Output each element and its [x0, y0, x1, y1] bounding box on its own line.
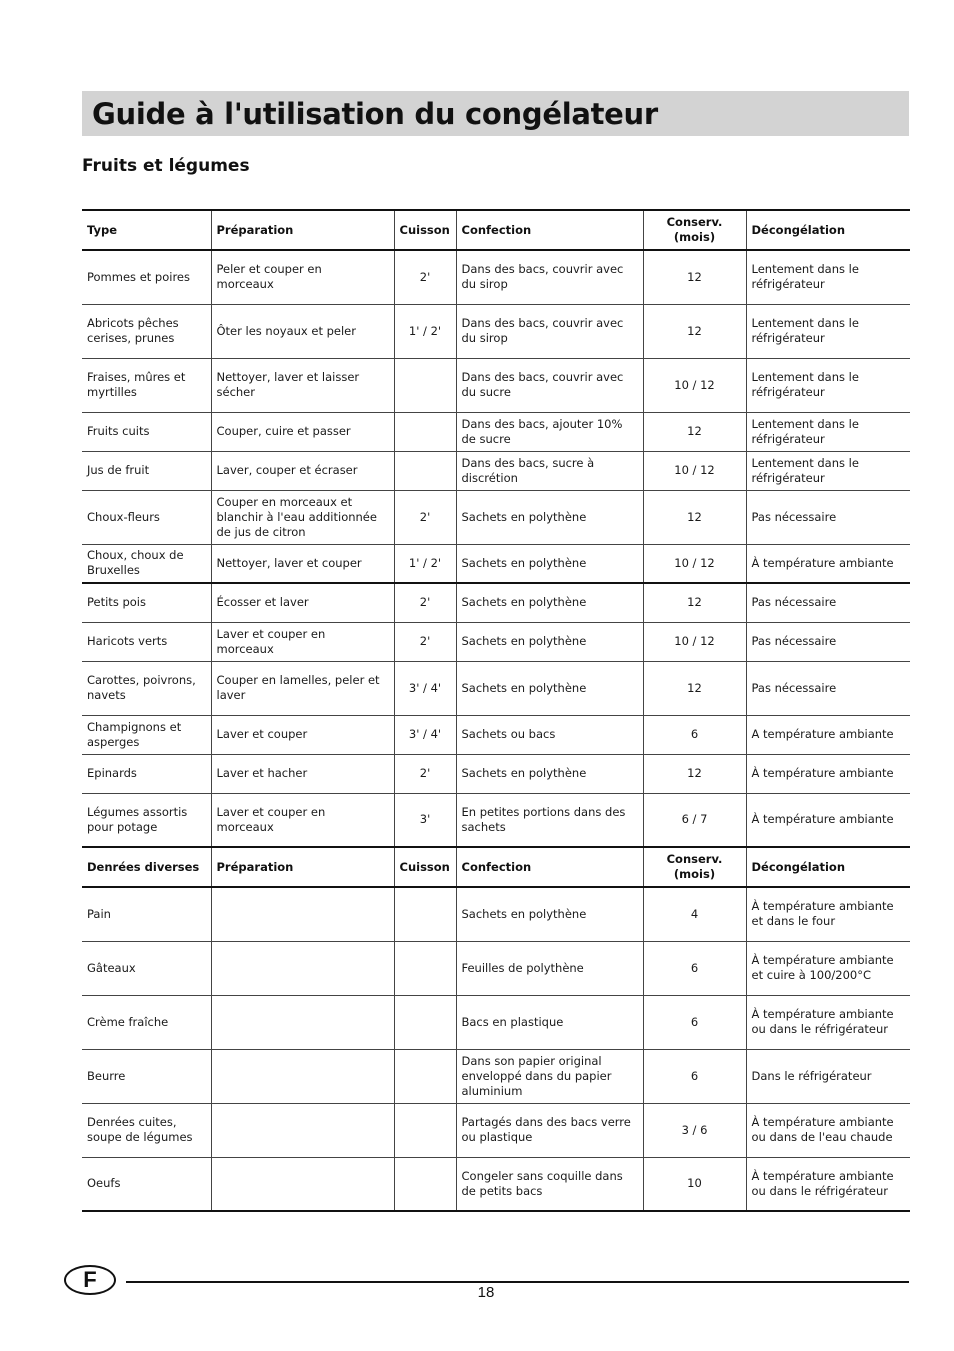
cell-decongelation: À température ambiante: [746, 544, 910, 583]
cell-decongelation: À température ambiante et cuire à 100/200°C: [746, 941, 910, 995]
table-row: [82, 754, 910, 793]
cell-confection: Feuilles de polythène: [456, 941, 643, 995]
cell-type: Fraises, mûres et myrtilles: [82, 358, 211, 412]
column-header-decongelation: Décongélation: [746, 847, 910, 887]
column-header-conservation: Conserv. (mois): [643, 847, 746, 887]
cell-cuisson: [394, 941, 456, 995]
cell-cuisson: [394, 1103, 456, 1157]
cell-cuisson: 2': [394, 583, 456, 622]
table-row: [82, 544, 910, 583]
cell-confection: Bacs en plastique: [456, 995, 643, 1049]
cell-type: Haricots verts: [82, 622, 211, 661]
cell-cuisson: [394, 1157, 456, 1211]
column-header-decongelation: Décongélation: [746, 210, 910, 250]
cell-type: Pommes et poires: [82, 250, 211, 304]
table-row: [82, 941, 910, 995]
cell-preparation: [211, 1049, 394, 1103]
cell-confection: Sachets en polythène: [456, 887, 643, 941]
cell-conservation: 3 / 6: [643, 1103, 746, 1157]
cell-confection: Dans des bacs, couvrir avec du sirop: [456, 304, 643, 358]
cell-conservation: 6: [643, 715, 746, 754]
column-header-type: Type: [82, 210, 211, 250]
cell-confection: Congeler sans coquille dans de petits bacs: [456, 1157, 643, 1211]
cell-preparation: [211, 995, 394, 1049]
cell-conservation: 12: [643, 490, 746, 544]
column-header-conservation: Conserv. (mois): [643, 210, 746, 250]
table-row: [82, 250, 910, 304]
cell-decongelation: Pas nécessaire: [746, 583, 910, 622]
cell-conservation: 12: [643, 583, 746, 622]
cell-preparation: Ôter les noyaux et peler: [211, 304, 394, 358]
table-row: [82, 1157, 910, 1211]
cell-type: Légumes assortis pour potage: [82, 793, 211, 847]
cell-preparation: Laver et couper en morceaux: [211, 622, 394, 661]
table-row: [82, 622, 910, 661]
cell-decongelation: À température ambiante et dans le four: [746, 887, 910, 941]
table-row: [82, 490, 910, 544]
table-header-row: [82, 210, 910, 250]
cell-confection: Dans son papier original enveloppé dans du papier aluminium: [456, 1049, 643, 1103]
cell-decongelation: Pas nécessaire: [746, 622, 910, 661]
cell-preparation: Couper en lamelles, peler et laver: [211, 661, 394, 715]
cell-decongelation: À température ambiante: [746, 754, 910, 793]
cell-preparation: Couper en morceaux et blanchir à l'eau additionnée de jus de citron: [211, 490, 394, 544]
cell-type: Choux-fleurs: [82, 490, 211, 544]
cell-confection: Partagés dans des bacs verre ou plastique: [456, 1103, 643, 1157]
cell-conservation: 12: [643, 661, 746, 715]
table-row: [82, 1049, 910, 1103]
cell-preparation: Laver et hacher: [211, 754, 394, 793]
cell-decongelation: Dans le réfrigérateur: [746, 1049, 910, 1103]
cell-confection: Sachets en polythène: [456, 544, 643, 583]
cell-conservation: 12: [643, 412, 746, 451]
cell-preparation: Nettoyer, laver et couper: [211, 544, 394, 583]
cell-confection: Dans des bacs, couvrir avec du sucre: [456, 358, 643, 412]
cell-cuisson: 3' / 4': [394, 661, 456, 715]
table-row: [82, 661, 910, 715]
cell-type: Epinards: [82, 754, 211, 793]
table-row: [82, 451, 910, 490]
cell-conservation: 6: [643, 995, 746, 1049]
page-number: 18: [477, 1284, 495, 1301]
cell-type: Abricots pêches cerises, prunes: [82, 304, 211, 358]
cell-conservation: 10 / 12: [643, 544, 746, 583]
cell-cuisson: 1' / 2': [394, 304, 456, 358]
table-row: [82, 793, 910, 847]
cell-decongelation: Lentement dans le réfrigérateur: [746, 412, 910, 451]
freezer-guide-table: [82, 209, 910, 1212]
cell-decongelation: A température ambiante: [746, 715, 910, 754]
cell-cuisson: 1' / 2': [394, 544, 456, 583]
cell-conservation: 4: [643, 887, 746, 941]
cell-cuisson: 2': [394, 250, 456, 304]
cell-type: Carottes, poivrons, navets: [82, 661, 211, 715]
cell-confection: Sachets en polythène: [456, 490, 643, 544]
cell-type: Crème fraîche: [82, 995, 211, 1049]
cell-preparation: [211, 887, 394, 941]
cell-decongelation: À température ambiante ou dans de l'eau chaude: [746, 1103, 910, 1157]
cell-cuisson: 2': [394, 754, 456, 793]
cell-decongelation: Pas nécessaire: [746, 490, 910, 544]
cell-cuisson: 3': [394, 793, 456, 847]
cell-preparation: Laver, couper et écraser: [211, 451, 394, 490]
cell-type: Gâteaux: [82, 941, 211, 995]
cell-preparation: [211, 1103, 394, 1157]
footer-divider: [126, 1281, 909, 1283]
cell-conservation: 6: [643, 1049, 746, 1103]
table-row: [82, 887, 910, 941]
cell-conservation: 10: [643, 1157, 746, 1211]
cell-decongelation: À température ambiante: [746, 793, 910, 847]
column-header-type: Denrées diverses: [82, 847, 211, 887]
cell-preparation: Couper, cuire et passer: [211, 412, 394, 451]
cell-cuisson: [394, 887, 456, 941]
cell-confection: Sachets en polythène: [456, 583, 643, 622]
cell-conservation: 6: [643, 941, 746, 995]
table-row: [82, 995, 910, 1049]
cell-cuisson: 2': [394, 490, 456, 544]
cell-conservation: 12: [643, 250, 746, 304]
cell-cuisson: 2': [394, 622, 456, 661]
cell-conservation: 6 / 7: [643, 793, 746, 847]
page-title-bar: [82, 91, 909, 136]
cell-conservation: 10 / 12: [643, 451, 746, 490]
cell-decongelation: Lentement dans le réfrigérateur: [746, 304, 910, 358]
cell-type: Fruits cuits: [82, 412, 211, 451]
table-row: [82, 304, 910, 358]
cell-confection: Dans des bacs, ajouter 10% de sucre: [456, 412, 643, 451]
cell-decongelation: À température ambiante ou dans le réfrigérateur: [746, 1157, 910, 1211]
cell-conservation: 12: [643, 304, 746, 358]
cell-preparation: Peler et couper en morceaux: [211, 250, 394, 304]
cell-type: Oeufs: [82, 1157, 211, 1211]
cell-confection: Sachets en polythène: [456, 622, 643, 661]
column-header-cuisson: Cuisson: [394, 210, 456, 250]
cell-type: Champignons et asperges: [82, 715, 211, 754]
table-row: [82, 1103, 910, 1157]
cell-cuisson: [394, 358, 456, 412]
cell-type: Jus de fruit: [82, 451, 211, 490]
cell-confection: Sachets ou bacs: [456, 715, 643, 754]
cell-type: Beurre: [82, 1049, 211, 1103]
cell-confection: Dans des bacs, couvrir avec du sirop: [456, 250, 643, 304]
cell-decongelation: Lentement dans le réfrigérateur: [746, 250, 910, 304]
cell-confection: Sachets en polythène: [456, 754, 643, 793]
cell-type: Denrées cuites, soupe de légumes: [82, 1103, 211, 1157]
cell-cuisson: [394, 995, 456, 1049]
language-badge-logo: F: [64, 1265, 116, 1295]
cell-preparation: [211, 941, 394, 995]
cell-conservation: 10 / 12: [643, 358, 746, 412]
column-header-confection: Confection: [456, 847, 643, 887]
cell-preparation: Écosser et laver: [211, 583, 394, 622]
cell-preparation: [211, 1157, 394, 1211]
cell-confection: Sachets en polythène: [456, 661, 643, 715]
table-row: [82, 583, 910, 622]
cell-confection: En petites portions dans des sachets: [456, 793, 643, 847]
column-header-confection: Confection: [456, 210, 643, 250]
cell-preparation: Laver et couper en morceaux: [211, 793, 394, 847]
cell-decongelation: Lentement dans le réfrigérateur: [746, 451, 910, 490]
cell-confection: Dans des bacs, sucre à discrétion: [456, 451, 643, 490]
cell-preparation: Laver et couper: [211, 715, 394, 754]
section-title: Fruits et légumes: [82, 156, 250, 176]
cell-decongelation: Lentement dans le réfrigérateur: [746, 358, 910, 412]
cell-decongelation: À température ambiante ou dans le réfrigérateur: [746, 995, 910, 1049]
column-header-preparation: Préparation: [211, 847, 394, 887]
cell-cuisson: 3' / 4': [394, 715, 456, 754]
column-header-cuisson: Cuisson: [394, 847, 456, 887]
cell-type: Choux, choux de Bruxelles: [82, 544, 211, 583]
cell-type: Pain: [82, 887, 211, 941]
cell-conservation: 10 / 12: [643, 622, 746, 661]
cell-decongelation: Pas nécessaire: [746, 661, 910, 715]
column-header-preparation: Préparation: [211, 210, 394, 250]
cell-cuisson: [394, 451, 456, 490]
table-header-row: [82, 847, 910, 887]
cell-cuisson: [394, 1049, 456, 1103]
cell-preparation: Nettoyer, laver et laisser sécher: [211, 358, 394, 412]
table-row: [82, 358, 910, 412]
table-row: [82, 715, 910, 754]
cell-type: Petits pois: [82, 583, 211, 622]
table-row: [82, 412, 910, 451]
cell-cuisson: [394, 412, 456, 451]
cell-conservation: 12: [643, 754, 746, 793]
page-title: Guide à l'utilisation du congélateur: [92, 96, 658, 131]
